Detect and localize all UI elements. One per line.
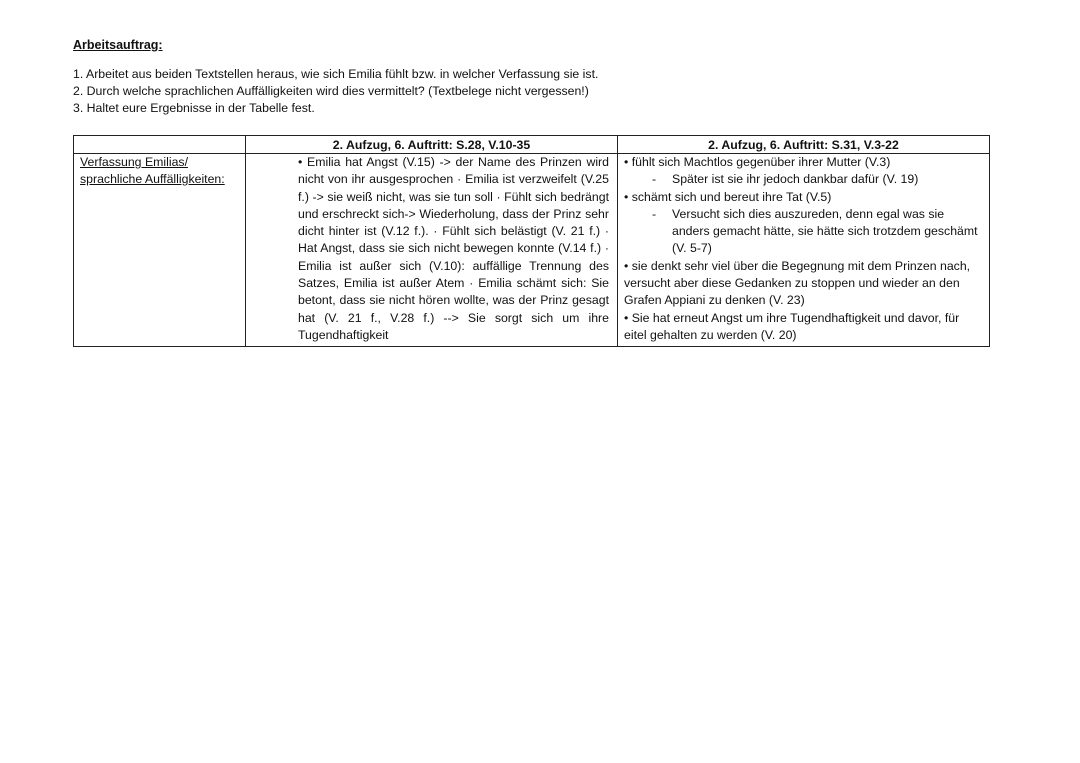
assignment-heading: Arbeitsauftrag: <box>73 38 163 52</box>
header-scene-a: 2. Aufzug, 6. Auftritt: S.28, V.10-35 <box>246 136 618 154</box>
scene-b-analysis <box>618 154 990 347</box>
scene-b-subitem-1 <box>624 171 983 188</box>
scene-b-subitem-1-text: Später ist sie ihr jedoch dankbar dafür (V. 19) <box>672 172 919 187</box>
task-list <box>73 66 973 117</box>
row-label-line-1: Verfassung Emilias/ <box>80 155 188 169</box>
scene-b-subitem-2 <box>624 206 983 258</box>
scene-a-analysis: • Emilia hat Angst (V.15) -> der Name des Prinzen wird nicht von ihr ausgesprochen · Emilia ist verzweifelt (V.25 f.) -> sie weiß nicht, was sie tun soll · Fühlt sich bedrängt und erschreckt sich-> Wiederholung, dass der Prinz sehr dicht hinter ist (V.12 f.). · Fühlt sich belästigt (V. 21 f.) · Hat Angst, dass sie sich nicht bewegen konnte (V.14 f.) · Emilia ist außer sich (V.10): auffällige Trennung des Satzes, Emilia ist außer Atem · Emilia schämt sich: Sie betont, dass sie nicht hören wollte, was der Prinz gesagt hat (V. 21 f., V.28 f.) --> Sie sorgt sich um ihre Tugendhaftigkeit <box>246 154 618 347</box>
scene-b-bullet-3: • sie denkt sehr viel über die Begegnung mit dem Prinzen nach, versucht aber diese Gedanken zu stoppen und wieder an den Grafen Appiani zu denken (V. 23) <box>624 258 971 308</box>
row-label-cell <box>74 154 246 347</box>
task-item-3: 3. Haltet eure Ergebnisse in der Tabelle fest. <box>73 101 315 115</box>
task-item-1: 1. Arbeitet aus beiden Textstellen heraus, wie sich Emilia fühlt bzw. in welcher Verfassung sie ist. <box>73 67 599 81</box>
task-item-2: 2. Durch welche sprachlichen Auffälligkeiten wird dies vermittelt? (Textbelege nicht vergessen!) <box>73 84 589 98</box>
dash-marker: - <box>652 172 657 187</box>
dash-marker: - <box>652 206 657 221</box>
table-header-row <box>74 136 990 154</box>
header-empty-cell <box>74 136 246 154</box>
scene-b-subitem-2-text: Versucht sich dies auszureden, denn egal was sie anders gemacht hätte, sie hätte sich trotzdem geschämt (V. 5-7) <box>672 206 978 256</box>
scene-b-bullet-2: • schämt sich und bereut ihre Tat (V.5) <box>624 189 832 204</box>
row-label-line-2: sprachliche Auffälligkeiten: <box>80 172 225 187</box>
header-scene-b: 2. Aufzug, 6. Auftritt: S.31, V.3-22 <box>618 136 990 154</box>
results-table <box>73 135 990 347</box>
table-row <box>74 154 990 347</box>
scene-b-bullet-4: • Sie hat erneut Angst um ihre Tugendhaftigkeit und davor, für eitel gehalten zu werden (V. 20) <box>624 310 960 342</box>
scene-b-bullet-1: • fühlt sich Machtlos gegenüber ihrer Mutter (V.3) <box>624 155 891 169</box>
